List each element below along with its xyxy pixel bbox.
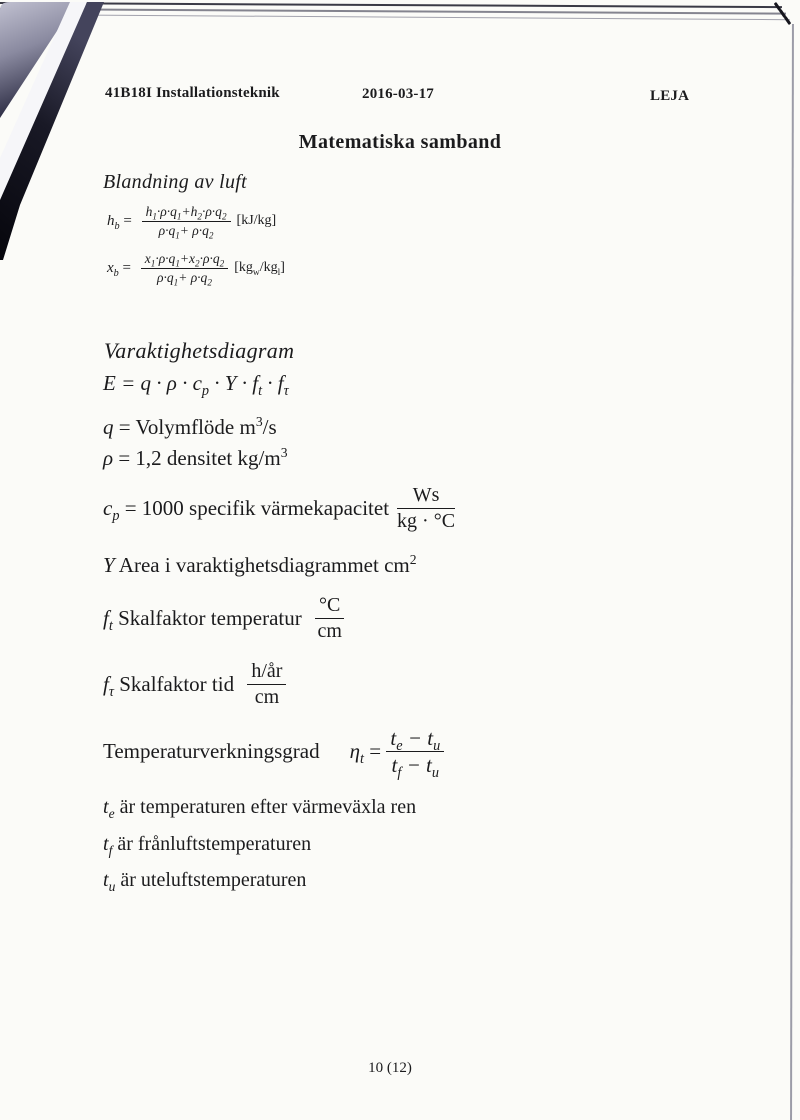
cp-symbol: $c_p$ [103,496,120,525]
ftau-unit-numerator: h/år [247,660,286,685]
xb-numerator: $x_1\cdot\rho\cdot q_1+x_2\cdot\rho\cdot q_2$ [141,251,228,269]
hb-fraction [142,204,231,241]
eta-fraction [386,726,444,782]
xb-fraction [141,251,228,288]
hb-symbol: $h_b$ [107,212,120,232]
q-symbol: q [103,415,114,439]
line-te-definition [103,796,416,819]
ft-symbol: $f_t$ [103,606,113,635]
line-rho-definition [103,446,288,471]
hb-denominator: $\rho\cdot q_1+ \rho\cdot q_2$ [158,222,214,241]
ftau-unit-fraction [247,660,286,709]
ftau-symbol: $f_\tau$ [103,672,114,701]
xb-symbol: $x_b$ [107,259,119,279]
cp-unit-numerator: Ws [397,484,455,509]
xb-equals: = [118,259,135,276]
eta-equals: = [364,739,387,764]
author-initials: LEJA [650,88,690,104]
ftau-text: Skalfaktor tid [113,672,240,696]
eta-symbol: $\eta_t$ [349,739,365,768]
sheet-corner-hook-3 [784,16,792,25]
eta-label: Temperaturverkningsgrad [103,739,320,764]
ft-unit-denominator: cm [317,620,342,642]
line-cp-definition [103,484,455,533]
ft-unit-numerator: °C [315,594,344,619]
hb-unit: [kJ/kg] [236,213,277,229]
line-y-definition [103,553,417,578]
tu-text: är uteluftstemperaturen [115,869,307,891]
tf-symbol: $t_f$ [103,833,113,858]
ft-text: Skalfaktor temperatur [112,606,307,630]
hb-numerator: $h_1\cdot\rho\cdot q_1+h_2\cdot\rho\cdot q_2$ [142,204,231,222]
line-q-definition [103,415,277,440]
formula-hb [107,204,277,241]
eta-numerator: $t_e - t_u$ [386,726,444,752]
cp-text: = 1000 specifik värmekapacitet [119,496,390,520]
xb-denominator: $\rho\cdot q_1+ \rho\cdot q_2$ [157,269,212,288]
line-tf-definition [103,833,311,856]
formula-xb [107,251,285,288]
section-heading-blandning: Blandning av luft [103,171,247,193]
y-text: Area i varaktighetsdiagrammet $cm^2$ [114,552,417,577]
line-ft-definition [103,594,344,643]
page-number: 10 (12) [368,1060,412,1076]
line-eta-definition [103,726,444,782]
energy-formula-text: $E = q \cdot \rho \cdot c_p \cdot Y \cdot f_t \cdot f_\tau$ [103,371,289,400]
line-ftau-definition [103,660,286,709]
xb-unit: $[kg_w/kg_l]$ [234,260,285,278]
rho-symbol: ρ [103,446,114,470]
page-right-edge [790,24,794,1120]
document-date: 2016-03-17 [362,86,434,102]
y-symbol: Y [103,553,115,577]
cp-unit-fraction [397,484,455,533]
section-heading-varaktighet: Varaktighetsdiagram [104,338,295,363]
rho-text: = 1,2 densitet $kg/m^3$ [113,445,288,470]
ft-unit-fraction [315,594,344,643]
formula-energy [103,371,289,400]
te-text: är temperaturen efter värmeväxla ren [114,796,417,818]
hb-equals: = [119,212,136,229]
q-text: = Volymflöde $m^3/s$ [113,414,277,439]
tf-text: är frånluftstemperaturen [112,833,312,855]
line-tu-definition [103,869,306,892]
course-code: 41B18I Installationsteknik [105,85,280,101]
te-symbol: $t_e$ [103,796,115,821]
eta-denominator: $t_f - t_u$ [391,753,440,782]
page-title: Matematiska samband [298,131,502,153]
tu-symbol: $t_u$ [103,869,116,894]
ftau-unit-denominator: cm [254,686,280,708]
cp-unit-denominator: kg · °C [397,510,456,532]
